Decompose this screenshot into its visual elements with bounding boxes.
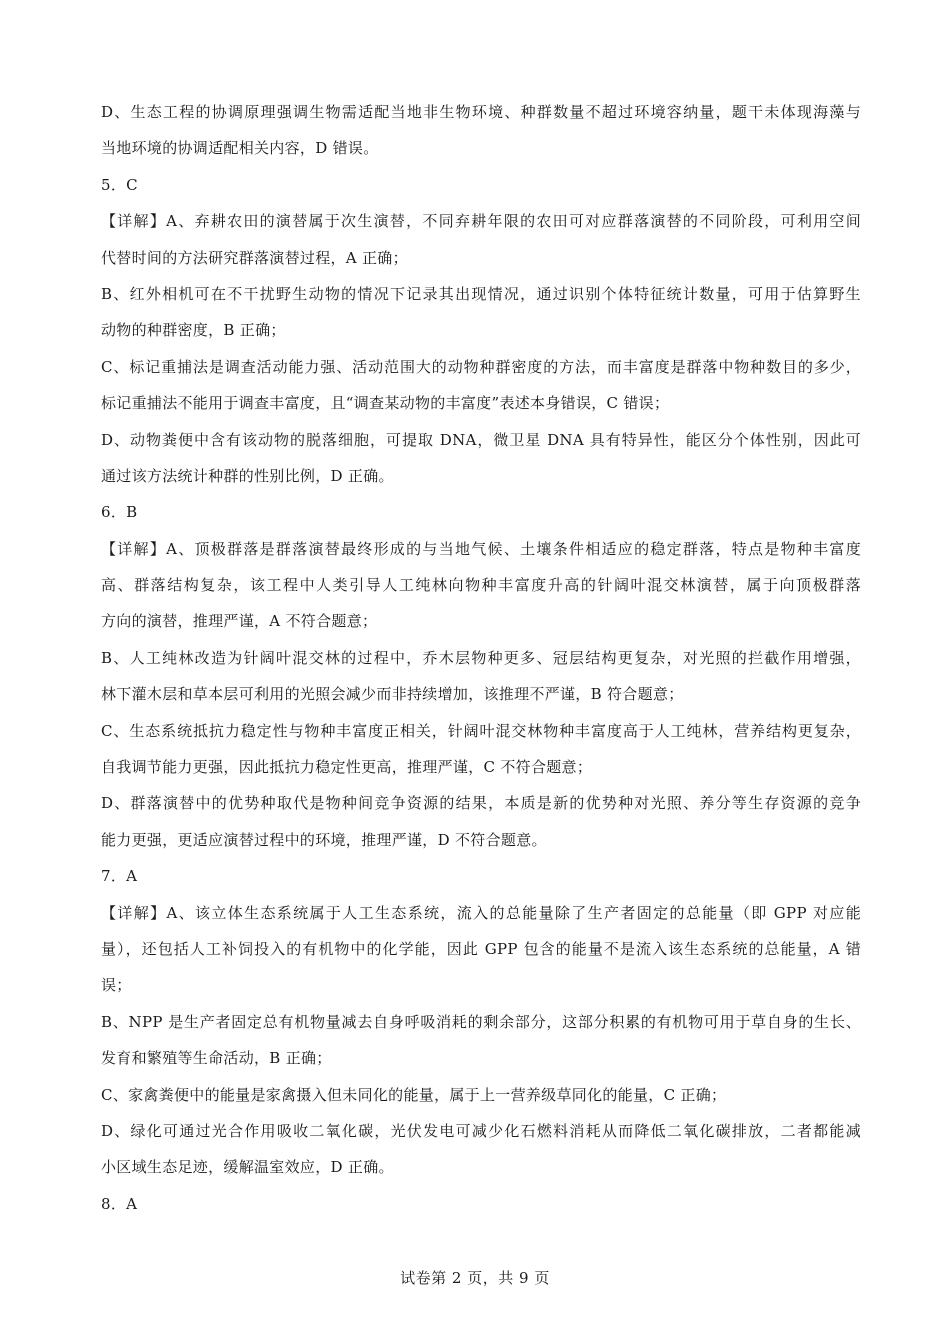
text-line: 小区域生态足迹，缓解温室效应，D 正确。 <box>101 1158 394 1177</box>
text-line: 林下灌木层和草本层可利用的光照会减少而非持续增加，该推理不严谨，B 符合题意； <box>101 685 684 704</box>
text-line: C、生态系统抵抗力稳定性与物种丰富度正相关，针阔叶混交林物种丰富度高于人工纯林，营养结构更复杂， <box>101 721 861 740</box>
text-line: D、动物粪便中含有该动物的脱落细胞，可提取 DNA，微卫星 DNA 具有特异性，能区分个体性别，因此可 <box>101 430 861 449</box>
text-line: 自我调节能力更强，因此抵抗力稳定性更高，推理严谨，C 不符合题意； <box>101 758 593 777</box>
text-line: C、标记重捕法是调查活动能力强、活动范围大的动物种群密度的方法，而丰富度是群落中物种数目的多少， <box>101 357 861 376</box>
text-line: 6．B <box>101 503 138 522</box>
text-line: 方向的演替，推理严谨，A 不符合题意； <box>101 612 378 631</box>
text-line: B、NPP 是生产者固定总有机物量减去自身呼吸消耗的剩余部分，这部分积累的有机物可用于草自身的生长、 <box>101 1012 861 1031</box>
text-line: B、人工纯林改造为针阔叶混交林的过程中，乔木层物种更多、冠层结构更复杂，对光照的拦截作用增强， <box>101 648 861 667</box>
text-line: 当地环境的协调适配相关内容，D 错误。 <box>101 139 379 158</box>
text-line: 标记重捕法不能用于调查丰富度，且“调查某动物的丰富度”表述本身错误，C 错误； <box>101 394 670 413</box>
text-line: B、红外相机可在不干扰野生动物的情况下记录其出现情况，通过识别个体特征统计数量，可用于估算野生 <box>101 284 861 303</box>
text-line: 发育和繁殖等生命活动，B 正确； <box>101 1049 332 1068</box>
text-line: C、家禽粪便中的能量是家禽摄入但未同化的能量，属于上一营养级草同化的能量，C 正确； <box>101 1085 727 1104</box>
text-line: 量），还包括人工补饲投入的有机物中的化学能，因此 GPP 包含的能量不是流入该生态系统的总能量，A 错 <box>101 939 861 958</box>
text-line: D、群落演替中的优势种取代是物种间竞争资源的结果，本质是新的优势种对光照、养分等生存资源的竞争 <box>101 794 861 813</box>
answer-explanations <box>101 94 861 1222</box>
text-line: 【详解】A、该立体生态系统属于人工生态系统，流入的总能量除了生产者固定的总能量（即 GPP 对应能 <box>101 903 861 922</box>
text-line: 8．A <box>101 1194 138 1213</box>
text-line: D、生态工程的协调原理强调生物需适配当地非生物环境、种群数量不超过环境容纳量，题干未体现海藻与 <box>101 103 861 121</box>
text-line: 7．A <box>101 867 138 886</box>
text-line: 动物的种群密度，B 正确； <box>101 321 286 340</box>
text-line: 【详解】A、弃耕农田的演替属于次生演替，不同弃耕年限的农田可对应群落演替的不同阶段，可利用空间 <box>101 212 861 231</box>
text-line: 5．C <box>101 175 138 194</box>
text-line: 通过该方法统计种群的性别比例，D 正确。 <box>101 466 394 485</box>
page-footer: 试卷第 2 页，共 9 页 <box>400 1269 550 1287</box>
text-line: 代替时间的方法研究群落演替过程，A 正确； <box>101 248 408 267</box>
text-line: 误； <box>101 976 132 995</box>
text-line: D、绿化可通过光合作用吸收二氧化碳，光伏发电可减少化石燃料消耗从而降低二氧化碳排放，二者都能减 <box>101 1121 861 1140</box>
text-line: 高、群落结构复杂，该工程中人类引导人工纯林向物种丰富度升高的针阔叶混交林演替，属于向顶极群落 <box>101 576 861 595</box>
text-line: 【详解】A、顶极群落是群落演替最终形成的与当地气候、土壤条件相适应的稳定群落，特点是物种丰富度 <box>101 539 861 558</box>
text-line: 能力更强，更适应演替过程中的环境，推理严谨，D 不符合题意。 <box>101 830 547 849</box>
